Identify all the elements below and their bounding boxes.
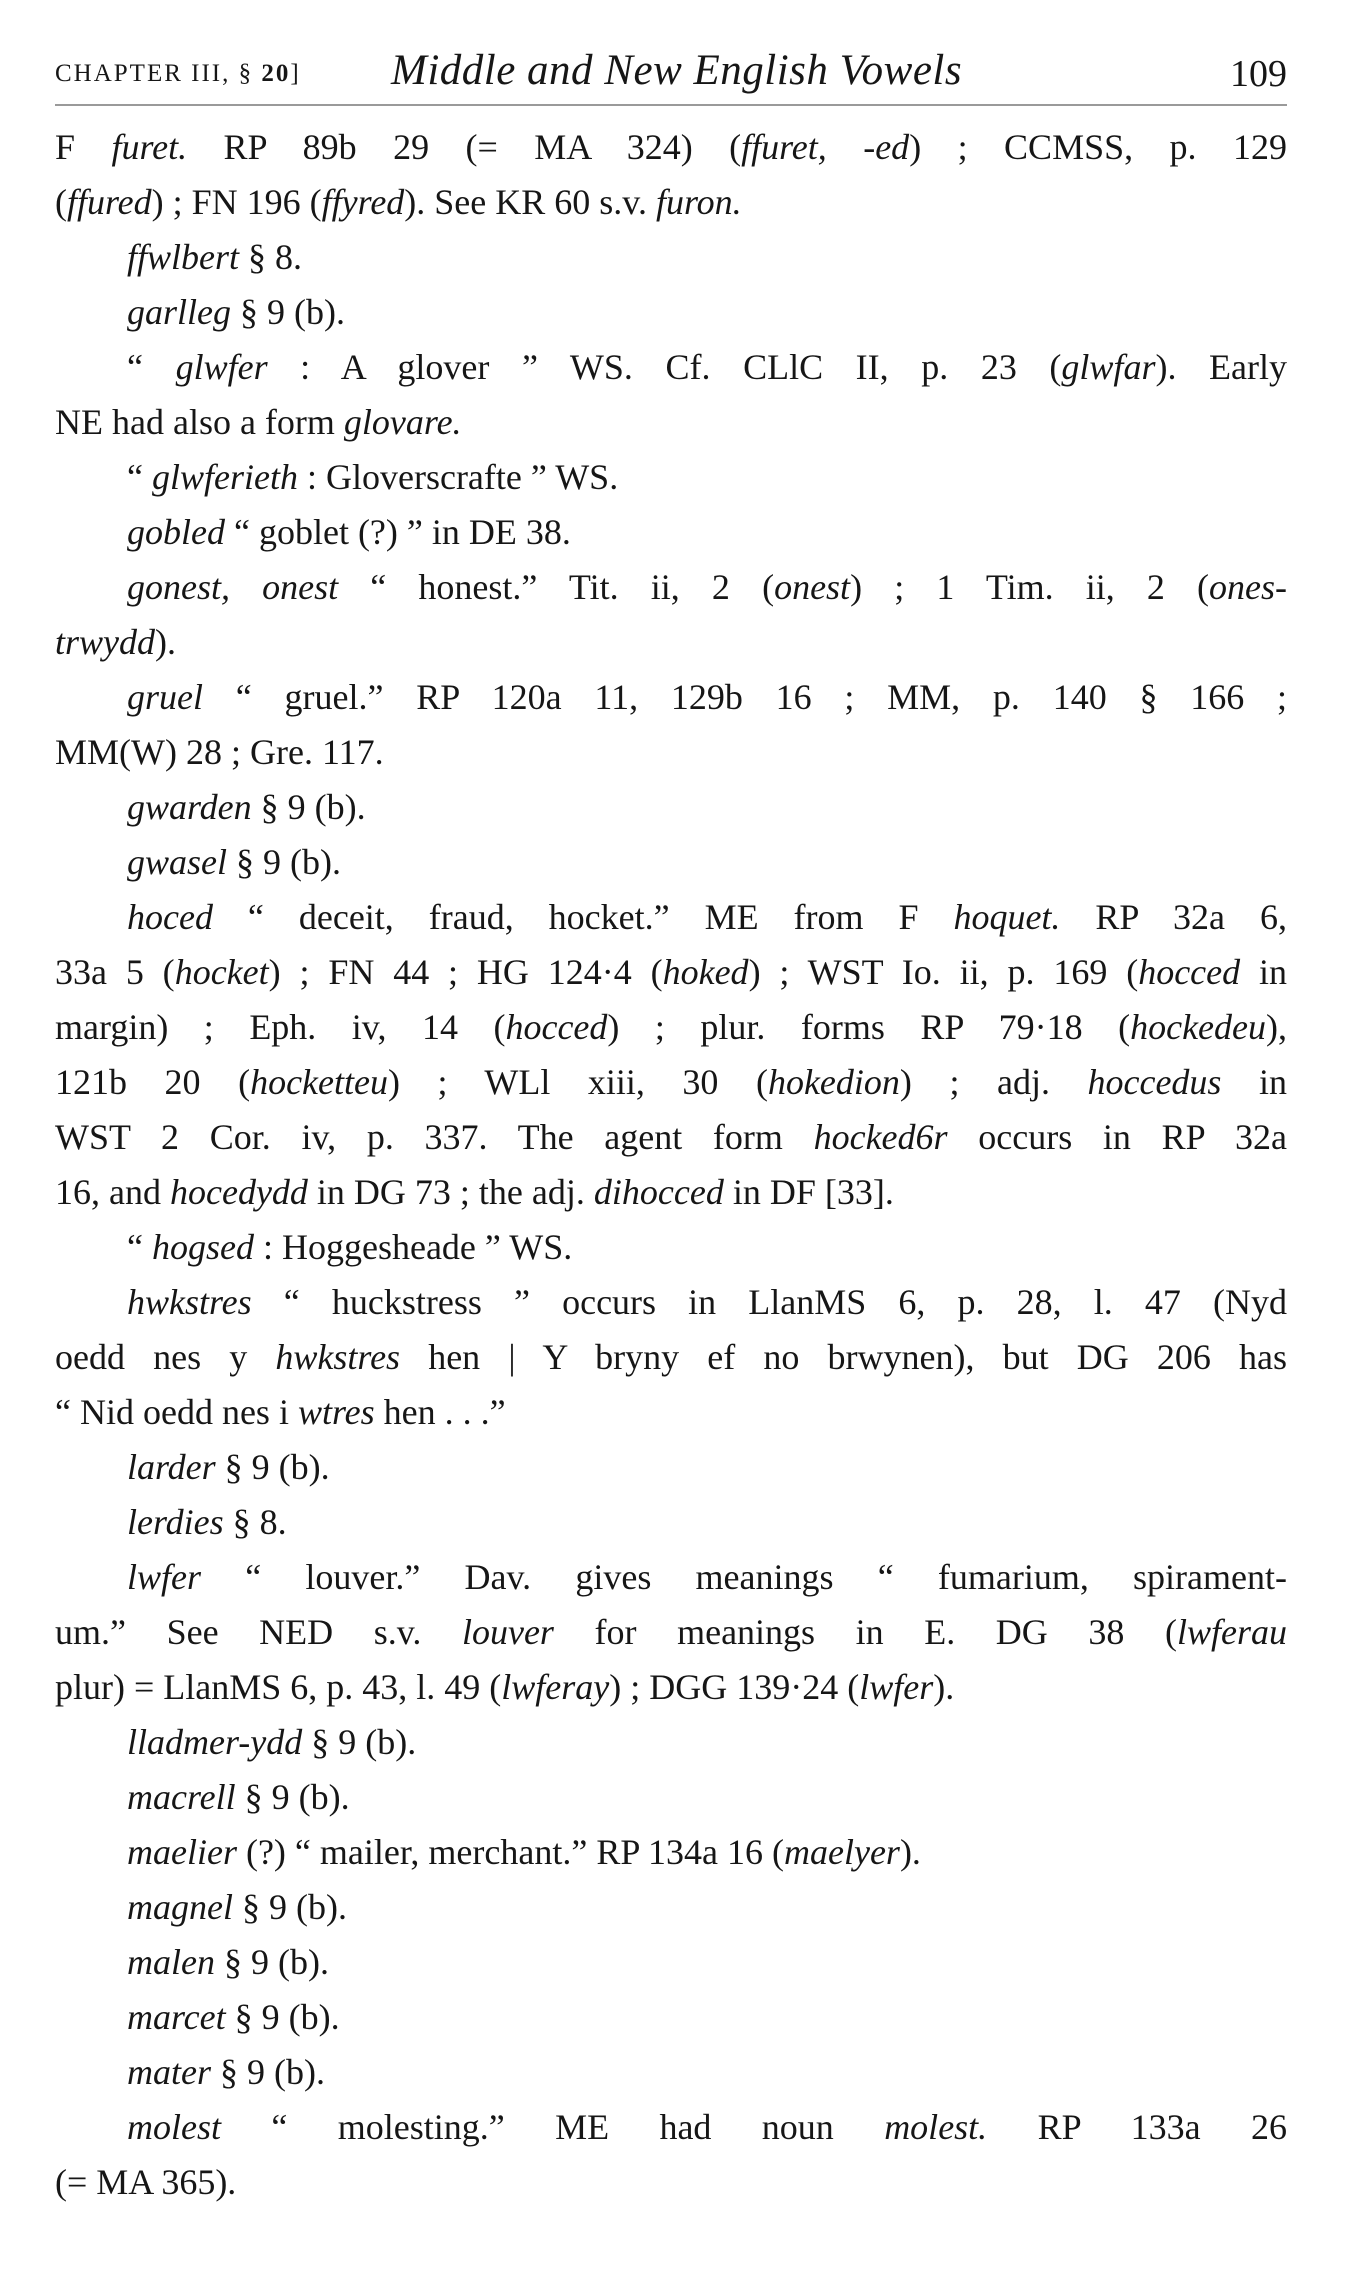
text-run: ). See KR 60 s.v. [404,182,656,222]
text-run: “ honest.” Tit. ii, 2 ( [338,567,775,607]
text-run: “ goblet (?) ” in DE 38. [224,512,571,552]
text-line [55,1660,1287,1715]
text-line [55,1880,1287,1935]
text-line [55,1825,1287,1880]
text-run: NE had also a form [55,402,344,442]
text-run: ) ; WLl xiii, 30 ( [387,1062,768,1102]
running-title: Middle and New English Vowels [391,47,963,94]
italic-term: ffwlbert [127,237,240,277]
italic-term: hogsed [151,1227,254,1267]
italic-term: garlleg [127,292,231,332]
italic-term: hwkstres [275,1337,401,1377]
text-line [55,725,1287,780]
text-run: “ huckstress ” occurs in LlanMS 6, p. 28, l. 47 (Nyd [251,1282,1287,1322]
text-run: ) ; WST Io. ii, p. 169 ( [748,952,1139,992]
text-line [55,1440,1287,1495]
text-run: oedd nes y [55,1337,276,1377]
text-run: for meanings in E. DG 38 ( [553,1612,1177,1652]
text-line [55,1935,1287,1990]
text-line [55,230,1287,285]
text-line [55,1330,1287,1385]
text-line [55,890,1287,945]
italic-term: ffyred [321,182,405,222]
italic-term: furet. [111,127,188,167]
italic-term: macrell [127,1777,236,1817]
text-run: ) ; FN 44 ; HG 124·4 ( [268,952,663,992]
text-line [55,285,1287,340]
italic-term: molest [127,2107,221,2147]
text-run: RP 89b 29 (= MA 324) ( [187,127,742,167]
text-run: ). [933,1667,955,1707]
text-run: § 8. [223,1502,287,1542]
text-line [55,1990,1287,2045]
text-line [55,1770,1287,1825]
italic-term: gobled [127,512,225,552]
text-run: ) ; DGG 139·24 ( [609,1667,860,1707]
text-line [55,1220,1287,1275]
italic-term: magnel [127,1887,233,1927]
italic-term: glwferieth [151,457,298,497]
italic-term: glwfar [1061,347,1156,387]
text-run: F [55,127,112,167]
text-run: margin) ; Eph. iv, 14 ( [55,1007,506,1047]
text-run: : Gloverscrafte ” WS. [297,457,619,497]
text-line [55,1715,1287,1770]
text-run: § 9 (b). [231,292,345,332]
text-line [55,340,1287,395]
text-run: : A glover ” WS. Cf. CLlC II, p. 23 ( [267,347,1062,387]
text-run: in DG 73 ; the adj. [307,1172,594,1212]
italic-term: maelyer [783,1832,900,1872]
text-run: : Hoggesheade ” WS. [253,1227,573,1267]
italic-term: gruel [127,677,203,717]
text-run: § 9 (b). [251,787,366,827]
text-run: ) ; 1 Tim. ii, 2 ( [850,567,1210,607]
text-line [55,780,1287,835]
text-run: um.” See NED s.v. [55,1612,462,1652]
page-number: 109 [1230,53,1287,95]
text-line [55,2155,1287,2210]
italic-term: glwfer [175,347,268,387]
text-run: ) ; adj. [899,1062,1088,1102]
text-line [55,670,1287,725]
italic-term: dihocced [593,1172,724,1212]
text-line [55,1165,1287,1220]
italic-term: hocked6r [813,1117,948,1157]
text-line [55,395,1287,450]
text-line [55,1495,1287,1550]
text-run: ). [899,1832,921,1872]
text-run: RP 133a 26 [987,2107,1287,2147]
text-run: (?) “ mailer, merchant.” RP 134a 16 ( [236,1832,784,1872]
text-line [55,945,1287,1000]
text-line [55,1275,1287,1330]
italic-term: hoced [127,897,213,937]
text-line [55,1385,1287,1440]
text-run: in DF [33]. [723,1172,894,1212]
text-run: § 9 (b). [232,1887,347,1927]
text-line [55,835,1287,890]
italic-term: hoccedus [1087,1062,1222,1102]
text-run: MM(W) 28 ; Gre. 117. [55,732,384,772]
italic-term: lwfer [127,1557,202,1597]
text-run: § 9 (b). [235,1777,350,1817]
text-run: ). Early [1155,347,1287,387]
text-line [55,560,1287,615]
text-line [55,1055,1287,1110]
italic-term: hocedydd [169,1172,308,1212]
text-run: ( [55,182,67,222]
italic-term: gwarden [127,787,252,827]
text-run: “ Nid oedd nes i [55,1392,298,1432]
text-run: ). [155,622,177,662]
italic-term: hocced [505,1007,608,1047]
text-run: “ [127,347,176,387]
text-line [55,1550,1287,1605]
italic-term: maelier [127,1832,237,1872]
text-run: “ deceit, fraud, hocket.” ME from F [212,897,954,937]
text-run: “ molesting.” ME had noun [221,2107,885,2147]
text-line [55,1000,1287,1055]
text-run: ), [1266,1007,1287,1047]
italic-term: ffuret, -ed [741,127,910,167]
italic-term: gwasel [127,842,228,882]
text-run: plur) = LlanMS 6, p. 43, l. 49 ( [55,1667,502,1707]
text-run: hen . . .” [374,1392,506,1432]
text-run: 33a 5 ( [55,952,175,992]
text-line [55,450,1287,505]
italic-term: lerdies [127,1502,224,1542]
italic-term: mater [127,2052,211,2092]
chapter-reference: CHAPTER III, § 20] [55,60,301,87]
text-run: ) ; CCMSS, p. 129 [909,127,1287,167]
text-run: WST 2 Cor. iv, p. 337. The agent form [55,1117,814,1157]
italic-term: hocketteu [250,1062,388,1102]
text-run: hen | Y bryny ef no brwynen), but DG 206 has [400,1337,1287,1377]
section-number: 20 [261,60,291,87]
text-line [55,2045,1287,2100]
italic-term: wtres [297,1392,375,1432]
italic-term: ones- [1209,567,1287,607]
text-run: § 8. [239,237,303,277]
page-body [55,120,1287,2210]
italic-term: molest. [884,2107,988,2147]
text-run: ) ; FN 196 ( [151,182,322,222]
text-run: in [1221,1062,1287,1102]
italic-term: hokedion [767,1062,900,1102]
text-run: “ [127,1227,152,1267]
text-line [55,1110,1287,1165]
text-line [55,2100,1287,2155]
text-line [55,1605,1287,1660]
header-rule [55,104,1287,106]
italic-term: hwkstres [127,1282,252,1322]
italic-term: ffured [67,182,152,222]
italic-term: lwferau [1176,1612,1287,1652]
italic-term: lladmer-ydd [127,1722,303,1762]
italic-term: hoquet. [953,897,1061,937]
text-line [55,505,1287,560]
italic-term: lwfer [859,1667,934,1707]
text-run: 121b 20 ( [55,1062,251,1102]
italic-term: hocced [1138,952,1241,992]
text-run: occurs in RP 32a [947,1117,1287,1157]
text-run: § 9 (b). [225,1997,340,2037]
text-line [55,175,1287,230]
text-run: ) ; plur. forms RP 79·18 ( [607,1007,1131,1047]
text-line [55,615,1287,670]
text-line [55,120,1287,175]
text-run: in [1240,952,1287,992]
italic-term: glovare. [343,402,462,442]
text-run: § 9 (b). [227,842,341,882]
text-run: “ louver.” Dav. gives meanings “ fumarium, spirament- [201,1557,1287,1597]
italic-term: malen [127,1942,215,1982]
text-run: (= MA 365). [55,2162,237,2202]
running-header [55,22,1287,102]
italic-term: onest [774,567,851,607]
italic-term: hockedeu [1130,1007,1267,1047]
italic-term: trwydd [55,622,156,662]
italic-term: louver [461,1612,554,1652]
text-run: § 9 (b). [214,1942,329,1982]
text-run: § 9 (b). [211,2052,325,2092]
italic-term: marcet [127,1997,226,2037]
text-run: “ [127,457,152,497]
italic-term: larder [127,1447,216,1487]
italic-term: lwferay [501,1667,610,1707]
text-run: § 9 (b). [215,1447,330,1487]
italic-term: hocket [174,952,269,992]
italic-term: furon. [655,182,742,222]
text-run: § 9 (b). [302,1722,417,1762]
italic-term: hoked [662,952,749,992]
text-run: 16, and [55,1172,170,1212]
italic-term: gonest, onest [127,567,339,607]
text-run: RP 32a 6, [1060,897,1287,937]
text-run: “ gruel.” RP 120a 11, 129b 16 ; MM, p. 140 § 166 ; [203,677,1287,717]
